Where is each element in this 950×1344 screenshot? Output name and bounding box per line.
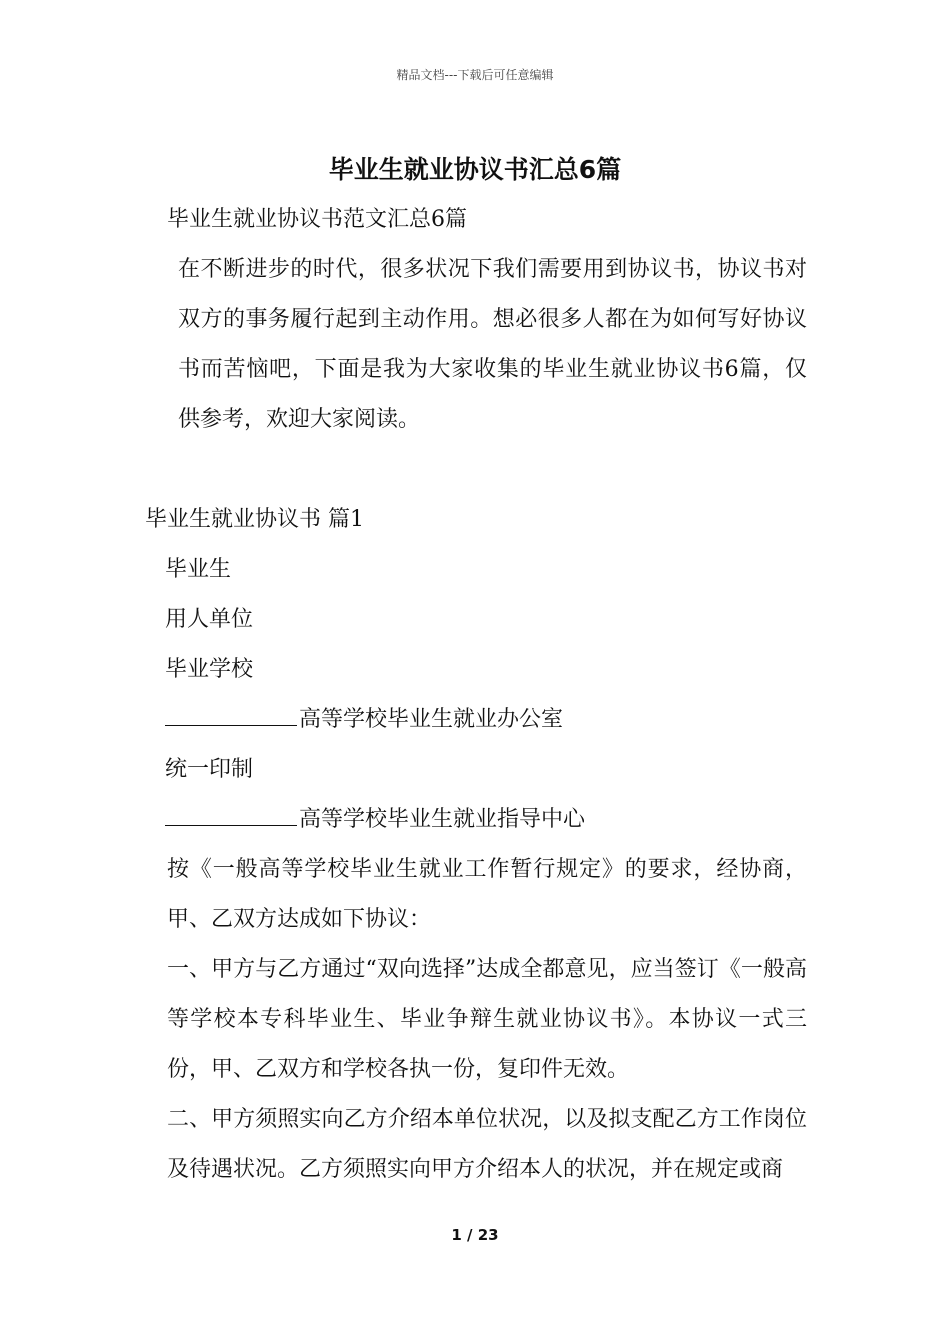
intro-paragraph: 在不断进步的时代，很多状况下我们需要用到协议书，协议书对双方的事务履行起到主动作用。想必很多人都在为如何写好协议书而苦恼吧，下面是我为大家收集的毕业生就业协议书6篇，仅供参考，欢迎大家阅读。 bbox=[178, 257, 807, 432]
section-heading: 毕业生就业协议书 篇1 bbox=[145, 507, 364, 532]
clause-one-paragraph: 一、甲方与乙方通过“双向选择”达成全都意见，应当签订《一般高等学校本专科毕业生、毕业争辩生就业协议书》。本协议一式三份，甲、乙双方和学校各执一份，复印件无效。 bbox=[167, 957, 807, 1082]
office-line bbox=[145, 695, 807, 745]
office-line-text: 高等学校毕业生就业办公室 bbox=[299, 707, 564, 732]
basis-paragraph: 按《一般高等学校毕业生就业工作暂行规定》的要求，经协商，甲、乙双方达成如下协议： bbox=[167, 857, 807, 932]
page-indicator: 1 / 23 bbox=[451, 1226, 499, 1244]
field-employer: 用人单位 bbox=[165, 607, 254, 632]
document-title: 毕业生就业协议书汇总6篇 bbox=[328, 155, 622, 184]
clause-two-paragraph: 二、甲方须照实向乙方介绍本单位状况，以及拟支配乙方工作岗位及待遇状况。乙方须照实向甲方介绍本人的状况，并在规定或商 bbox=[167, 1107, 807, 1182]
field-school: 毕业学校 bbox=[165, 657, 254, 682]
fill-in-blank bbox=[165, 799, 297, 826]
document-body bbox=[145, 195, 807, 1195]
guidance-line-text: 高等学校毕业生就业指导中心 bbox=[299, 807, 586, 832]
field-graduate: 毕业生 bbox=[165, 557, 232, 582]
unified-print: 统一印制 bbox=[165, 757, 254, 782]
document-subtitle: 毕业生就业协议书范文汇总6篇 bbox=[167, 207, 467, 232]
guidance-line bbox=[145, 795, 807, 845]
spacer bbox=[145, 445, 807, 495]
page-header: 精品文档---下载后可任意编辑 bbox=[396, 68, 554, 82]
fill-in-blank bbox=[165, 699, 297, 726]
